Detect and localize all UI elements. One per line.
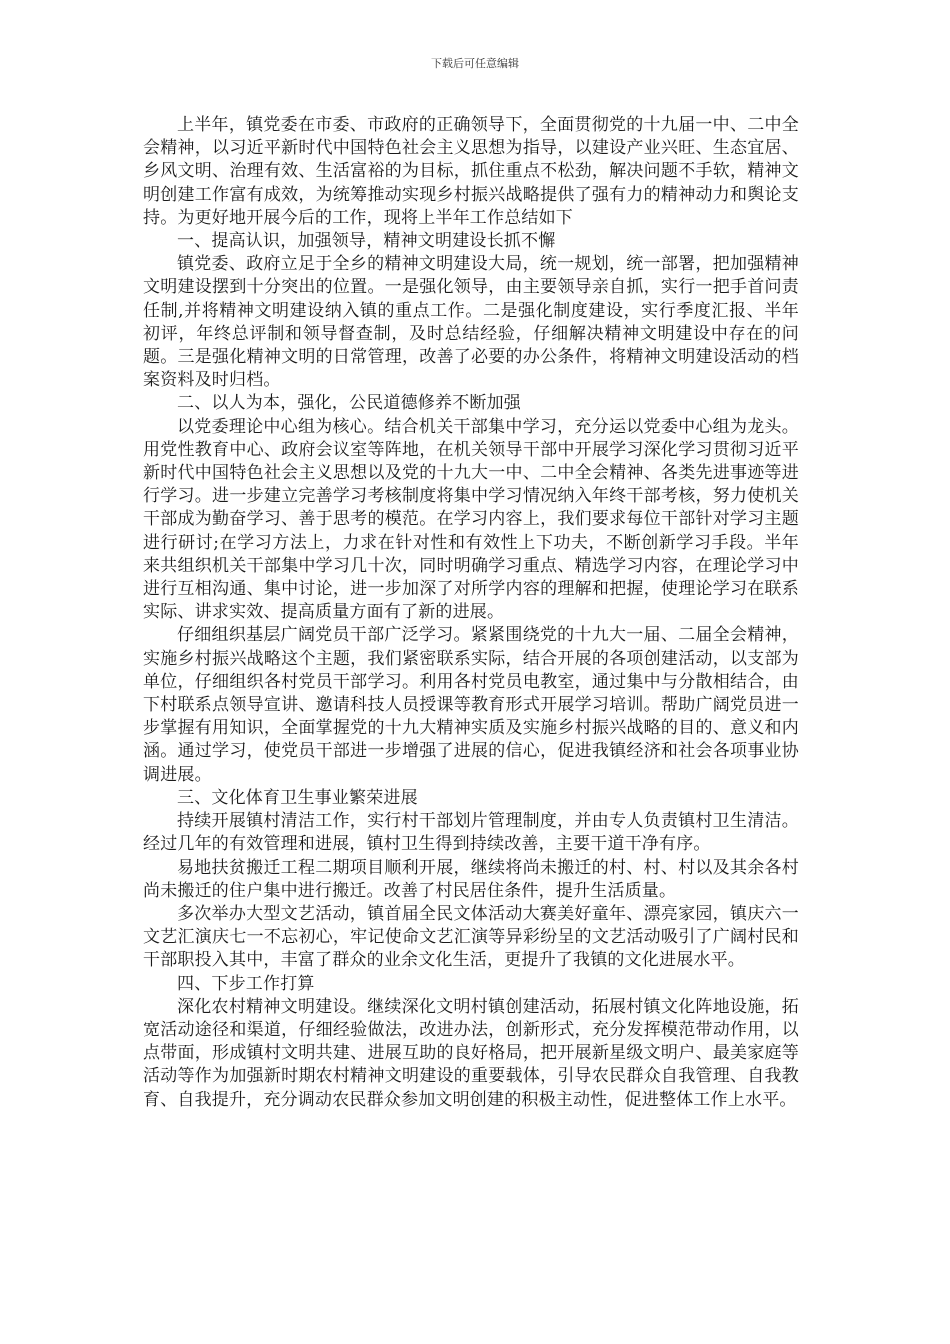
section-1-paragraph: 镇党委、政府立足于全乡的精神文明建设大局，统一规划，统一部署，把加强精神文明建设摆到十分突出的位置。一是强化领导，由主要领导亲自抓，实行一把手首问责任制,并将精神文明建设纳入镇的重点工作。二是强化制度建设，实行季度汇报、半年初评，年终总评制和领导督查制，及时总结经验，仔细解决精神文明建设中存在的问题。三是强化精神文明的日常管理，改善了必要的办公条件，将精神文明建设活动的档案资料及时归档。 [143, 254, 799, 391]
section-3-paragraph-1: 持续开展镇村清洁工作，实行村干部划片管理制度，并由专人负责镇村卫生清洁。经过几年的有效管理和进展，镇村卫生得到持续改善，主要干道干净有序。 [143, 811, 799, 855]
section-heading-1: 一、提高认识，加强领导，精神文明建设长抓不懈 [177, 231, 556, 252]
section-3-paragraph-3: 多次举办大型文艺活动，镇首届全民文体活动大赛美好童年、漂亮家园，镇庆六一文艺汇演庆七一不忘初心，牢记使命文艺汇演等异彩纷呈的文艺活动吸引了广阔村民和干部职投入其中，丰富了群众的业余文化生活，更提升了我镇的文化进展水平。 [143, 903, 799, 971]
section-heading-3: 三、文化体育卫生事业繁荣进展 [177, 787, 418, 808]
section-2-paragraph-1: 以党委理论中心组为核心。结合机关干部集中学习，充分运以党委中心组为龙头。用党性教育中心、政府会议室等阵地，在机关领导干部中开展学习深化学习贯彻习近平新时代中国特色社会主义思想以及党的十九大一中、二中全会精神、各类先进事迹等进行学习。进一步建立完善学习考核制度将集中学习情况纳入年终干部考核，努力使机关干部成为勤奋学习、善于思考的模范。在学习内容上，我们要求每位干部针对学习主题进行研讨;在学习方法上，力求在针对性和有效性上下功夫，不断创新学习手段。半年来共组织机关干部集中学习几十次，同时明确学习重点、精选学习内容，在理论学习中进行互相沟通、集中讨论，进一步加深了对所学内容的理解和把握，使理论学习在联系实际、讲求实效、提高质量方面有了新的进展。 [143, 416, 799, 623]
intro-paragraph: 上半年，镇党委在市委、市政府的正确领导下，全面贯彻党的十九届一中、二中全会精神，以习近平新时代中国特色社会主义思想为指导，以建设产业兴旺、生态宜居、乡风文明、治理有效、生活富裕的为目标，抓住重点不松劲，解决问题不手软，精神文明创建工作富有成效，为统筹推动实现乡村振兴战略提供了强有力的精神动力和舆论支持。为更好地开展今后的工作，现将上半年工作总结如下 [143, 115, 799, 228]
page-header: 下载后可任意编辑 [431, 57, 519, 70]
section-heading-2: 二、以人为本，强化，公民道德修养不断加强 [177, 393, 521, 414]
section-2-paragraph-2: 仔细组织基层广阔党员干部广泛学习。紧紧围绕党的十九大一届、二届全会精神，实施乡村振兴战略这个主题，我们紧密联系实际，结合开展的各项创建活动，以支部为单位，仔细组织各村党员干部学习。利用各村党员电教室，通过集中与分散相结合，由下村联系点领导宣讲、邀请科技人员授课等教育形式开展学习培训。帮助广阔党员进一步掌握有用知识，全面掌握党的十九大精神实质及实施乡村振兴战略的目的、意义和内涵。通过学习，使党员干部进一步增强了进展的信心，促进我镇经济和社会各项事业协调进展。 [143, 625, 799, 785]
section-3-paragraph-2: 易地扶贫搬迁工程二期项目顺利开展，继续将尚未搬迁的村、村、村以及其余各村尚未搬迁的住户集中进行搬迁。改善了村民居住条件，提升生活质量。 [143, 857, 799, 901]
section-heading-4: 四、下步工作打算 [177, 973, 315, 994]
section-4-paragraph: 深化农村精神文明建设。继续深化文明村镇创建活动，拓展村镇文化阵地设施，拓宽活动途径和渠道，仔细经验做法，改进办法，创新形式，充分发挥模范带动作用，以点带面，形成镇村文明共建、进展互助的良好格局，把开展新星级文明户、最美家庭等活动等作为加强新时期农村精神文明建设的重要载体，引导农民群众自我管理、自我教育、自我提升，充分调动农民群众参加文明创建的积极主动性，促进整体工作上水平。 [143, 996, 799, 1110]
document-body [143, 114, 799, 1112]
